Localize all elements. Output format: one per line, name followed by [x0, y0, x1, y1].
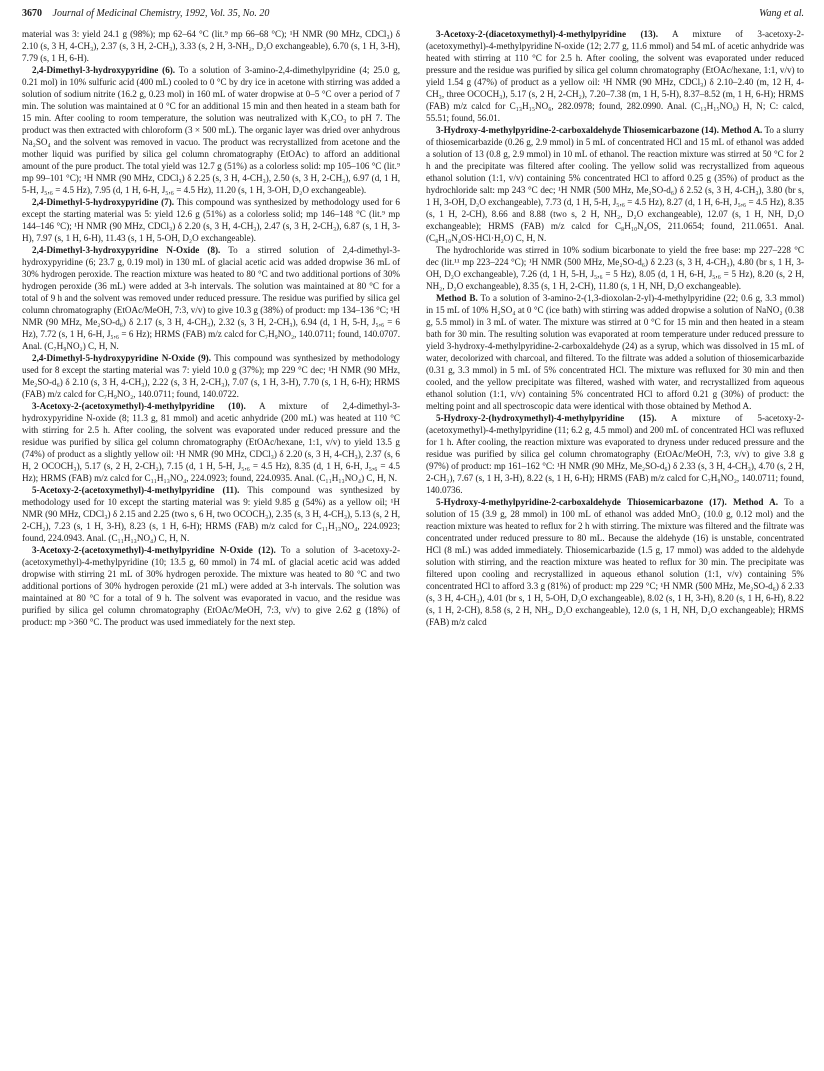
paragraph: [22, 244, 400, 352]
paragraph: [22, 352, 400, 400]
paragraph-heading: Method B.: [436, 293, 478, 303]
paragraph: [22, 484, 400, 544]
paragraph-text: To a solution of 3-amino-2,4-dimethylpyridine (4; 25.0 g, 0.21 mol) in 10% sulfuric acid (400 mL) cooled to 0 °C by dry ice in acetone with stirring was added a solution of sodium nitrite (16.2 g, 0.23 mol) in 160 mL of water dropwise at 0–5 °C over a period of 7 min. The solution was maintained at 0 °C for an additional 15 min and then heated in a steam bath for 15 min. After cooling to room temperature, the solution was neutralized with K₂CO₃ to pH 7. The product was then extracted with chloroform (3 × 500 mL). The organic layer was dried over anhydrous Na₂SO₄ and the solvent was removed in vacuo. The product was recrystallized from acetone and the mother liquid was purified by silica gel column chromatography (EtOAc) to afford an additional amount of the pure product. The total yield was 12.7 g (51%) as a colorless solid: mp 105–106 °C (lit.⁹ mp 99–101 °C); ¹H NMR (90 MHz, CDCl₃) δ 2.25 (s, 3 H, 4-CH₃), 2.50 (s, 3 H, 2-CH₃), 6.97 (d, 1 H, 5-H, J₅,₆ = 4.5 Hz), 7.95 (d, 1 H, 6-H, J₅,₆ = 4.5 Hz), 11.20 (s, 1 H, 3-OH, D₂O exchangeable).: [22, 65, 400, 195]
paragraph-heading: 2,4-Dimethyl-3-hydroxypyridine (6).: [32, 65, 176, 75]
paragraph-heading: 5-Hydroxy-4-methylpyridine-2-carboxaldehyde Thiosemicarbazone (17). Method A.: [436, 497, 779, 507]
page-number: 3670: [22, 8, 42, 19]
paragraph-heading: 3-Acetoxy-2-(diacetoxymethyl)-4-methylpyridine (13).: [436, 29, 658, 39]
right-column: [426, 28, 804, 628]
paragraph: [22, 400, 400, 484]
paragraph: [426, 496, 804, 628]
paragraph-text: This compound was synthesized by methodology used for 8 except the starting material was 7: yield 10.0 g (37%); mp 229 °C dec; ¹H NMR (90 MHz, Me₂SO-d₆) δ 2.10 (s, 3 H, 4-CH₃), 2.22 (s, 3 H, 2-CH₃), 7.07 (s, 1 H, 3-H), 7.70 (s, 1 H, 6-H); HRMS (FAB) m/z calcd for C₇H₉NO₂, 140.0711; found, 140.0722.: [22, 353, 400, 399]
journal-page: [22, 4, 804, 1064]
paragraph: [426, 412, 804, 496]
paragraph-text: A mixture of 2,4-dimethyl-3-hydroxypyridine N-oxide (8; 11.3 g, 81 mmol) and acetic anhydride (200 mL) was heated at 110 °C with stirring for 2.5 h. After cooling, the solvent was evaporated under reduced pressure and the residue was purified by silica gel column chromatography (EtOAc/hexane, 1:1, v/v) to yield 13.5 g (74%) of product as a slightly yellow oil: ¹H NMR (90 MHz, CDCl₃) δ 2.20 (s, 3 H, 4-CH₃), 2.37 (s, 6 H, 2 OCOCH₃), 5.17 (s, 2 H, 2-CH₂), 7.15 (d, 1 H, 5-H, J₅,₆ = 4.5 Hz), 8.35 (d, 1 H, 6-H, J₅,₆ = 4.5 Hz); HRMS (FAB) m/z calcd for C₁₁H₁₃NO₄, 224.0923; found, 224.0935. Anal. (C₁₁H₁₃NO₄) C, H, N.: [22, 401, 400, 483]
paragraph-heading: 2,4-Dimethyl-5-hydroxypyridine (7).: [32, 197, 175, 207]
paragraph-heading: 2,4-Dimethyl-5-hydroxypyridine N-Oxide (9).: [32, 353, 211, 363]
left-column: [22, 28, 400, 628]
paragraph: [22, 544, 400, 628]
paragraph: [22, 28, 400, 64]
paragraph-text: To a solution of 3-acetoxy-2-(acetoxymethyl)-4-methylpyridine (10; 13.5 g, 60 mmol) in 74 mL of glacial acetic acid was added dropwise with stirring 21 mL of 30% hydrogen peroxide. The mixture was heated to 80 °C and two additional portions of 30% hydrogen peroxide (21 mL) were added at 3-h intervals. The solution was maintained at 80 °C for a total of 9 h. The solvent was evaporated in vacuo, and the residue was purified by silica gel column chromatography (EtOAc/MeOH, 7:3, v/v) to give 2.62 g (18%) of product: mp >360 °C. The product was used immediately for the next step.: [22, 545, 400, 627]
paragraph-heading: 3-Hydroxy-4-methylpyridine-2-carboxaldehyde Thiosemicarbazone (14). Method A.: [436, 125, 763, 135]
paragraph: [426, 124, 804, 244]
running-header: [22, 4, 804, 24]
paragraph: [426, 244, 804, 292]
paragraph-heading: 5-Hydroxy-2-(hydroxymethyl)-4-methylpyridine (15).: [436, 413, 657, 423]
paragraph: [426, 292, 804, 412]
paragraph-heading: 3-Acetoxy-2-(acetoxymethyl)-4-methylpyridine N-Oxide (12).: [32, 545, 276, 555]
paragraph-text: To a solution of 3-amino-2-(1,3-dioxolan-2-yl)-4-methylpyridine (22; 0.6 g, 3.3 mmol) in 15 mL of 10% H₂SO₄ at 0 °C (ice bath) with stirring was added dropwise a solution of NaNO₂ (0.38 g, 5.5 mmol) in 3 mL of water. The mixture was stirred at 0 °C for 15 min and then heated in a steam bath for 30 min. The resulting solution was evaporated at room temperature under reduced pressure to yield 3-hydroxy-4-methylpyridine-2-carboxaldehyde (24) as a syrup, which was dissolved in 15 mL of water, decolorized with charcoal, and filtered. To the filtrate was added a solution of thiosemicarbazide (0.31 g, 3.3 mmol) in 5 mL of 5% concentrated HCl. The mixture was refluxed for 30 min and then cooled, and the yellow precipitate was filtered, washed with water, and recrystallized from aqueous ethanol solution (1:1, v/v) containing 5% concentrated HCl to afford 0.21 g (30%) of product: the melting point and all spectroscopic data were identical with those obtained by Method A.: [426, 293, 804, 411]
paragraph: [22, 196, 400, 244]
paragraph-text: material was 3: yield 24.1 g (98%); mp 62–64 °C (lit.⁹ mp 66–68 °C); ¹H NMR (90 MHz, CDCl₃) δ 2.10 (s, 3 H, 4-CH₃), 2.37 (s, 3 H, 2-CH₃), 3.33 (s, 2 H, 3-NH₂, D₂O exchangeable), 6.70 (s, 1 H, 3-H), 7.79 (s, 1 H, 6-H).: [22, 29, 400, 63]
paragraph: [426, 28, 804, 124]
paragraph-heading: 5-Acetoxy-2-(acetoxymethyl)-4-methylpyridine (11).: [32, 485, 240, 495]
paragraph-text: A mixture of 3-acetoxy-2-(acetoxymethyl)-4-methylpyridine N-oxide (12; 2.77 g, 11.6 mmol) and 54 mL of acetic anhydride was heated with stirring at 110 °C for 2.5 h. After cooling, the solvent was evaporated under reduced pressure and the residue was purified by silica gel column chromatography (EtOAc/hexane, 1:1, v/v) to yield 1.54 g (47%) of product as a yellow oil: ¹H NMR (90 MHz, CDCl₃) δ 2.10–2.40 (m, 12 H, 4-CH₃, three OCOCH₃), 5.17 (s, 2 H, 2-CH₂), 7.20–7.38 (m, 1 H, 5-H), 8.37–8.52 (m, 1 H, 6-H); HRMS (FAB) m/z calcd for C₁₃H₁₅NO₆, 282.0978; found, 282.0990. Anal. (C₁₃H₁₅NO₆) H, N; C: calcd, 55.51; found, 56.01.: [426, 29, 804, 123]
header-authors: Wang et al.: [759, 8, 804, 19]
paragraph-text: This compound was synthesized by methodology used for 10 except the starting material was 9: yield 9.85 g (54%) as a yellow oil; ¹H NMR (90 MHz, CDCl₃) δ 2.15 and 2.25 (two s, 6 H, two OCOCH₃), 2.35 (s, 3 H, 4-CH₃), 5.13 (s, 2 H, 2-CH₂), 7.23 (s, 1 H, 3-H), 8.23 (s, 1 H, 6-H); HRMS (FAB) m/z calcd for C₁₁H₁₃NO₄, 224.0923; found, 224.0943. Anal. (C₁₁H₁₃NO₄) C, H, N.: [22, 485, 400, 543]
paragraph-text: To a stirred solution of 2,4-dimethyl-3-hydroxypyridine (6; 23.7 g, 0.19 mol) in 130 mL of glacial acetic acid was added dropwise 36 mL of 30% hydrogen peroxide. The reaction mixture was heated to 80 °C and two additional portions of 30% hydrogen peroxide (36 mL) were added at 3-h intervals. The solution was maintained at 80 °C for a total of 9 h and the solvent was removed under reduced pressure. The residue was purified by silica gel column chromatography (EtOAc/MeOH, 7:3, v/v) to give 10.3 g (38%) of product: mp 134–136 °C; ¹H NMR (90 MHz, Me₂SO-d₆) δ 2.17 (s, 3 H, 4-CH₃), 2.32 (s, 3 H, 2-CH₃), 6.94 (d, 1 H, 5-H, J₅,₆ = 6 Hz), 7.72 (s, 1 H, 6-H, J₅,₆ = 6 Hz); HRMS (FAB) m/z calcd for C₇H₉NO₂, 140.0711; found, 140.0707. Anal. (C₇H₉NO₂) C, H, N.: [22, 245, 400, 351]
paragraph-text: To a slurry of thiosemicarbazide (0.26 g, 2.9 mmol) in 5 mL of concentrated HCl and 15 mL of ethanol was added a solution of 13 (0.8 g, 2.9 mmol) in 10 mL of ethanol. The reaction mixture was stirred at 50 °C for 2 h and the precipitate was filtered after cooling. The yellow solid was recrystallized from aqueous ethanol solution (1:1, v/v) containing 5% concentrated HCl to afford 0.25 g (35%) of product as the hydrochloride salt: mp 243 °C dec; ¹H NMR (500 MHz, Me₂SO-d₆) δ 2.52 (s, 3 H, 4-CH₃), 3.80 (br s, 1 H, 3-OH, D₂O exchangeable), 7.73 (d, 1 H, 5-H, J₅,₆ = 4.5 Hz), 8.27 (d, 1 H, 6-H, J₅,₆ = 4.5 Hz), 8.35 (s, 1 H, 2-CH), 8.66 and 8.88 (two s, 2 H, NH₂, D₂O exchangeable), 12.07 (s, 1 H, NH, D₂O exchangeable); HRMS (FAB) m/z calcd for C₈H₁₀N₄OS, 211.0654; found, 211.0651. Anal. (C₈H₁₀N₄OS·HCl·H₂O) C, H, N.: [426, 125, 804, 243]
header-left: [22, 8, 269, 19]
paragraph-text: A mixture of 5-acetoxy-2-(acetoxymethyl)-4-methylpyridine (11; 6.2 g, 4.5 mmol) and 200 mL of concentrated HCl was refluxed for 1 h. After cooling, the reaction mixture was evaporated to dryness under reduced pressure and the residue was purified by silica gel column chromatography (EtOAc/MeOH, 7:3, v/v) to give 3.8 g (97%) of product: mp 161–162 °C: ¹H NMR (90 MHz, Me₂SO-d₆) δ 2.33 (s, 3 H, 4-CH₃), 4.70 (s, 2 H, 2-CH₂), 7.67 (s, 1 H, 3-H), 8.22 (s, 1 H, 6-H); HRMS (FAB) m/z calcd for C₇H₉NO₂, 140.0711; found, 140.0736.: [426, 413, 805, 495]
paragraph-heading: 2,4-Dimethyl-3-hydroxypyridine N-Oxide (8).: [32, 245, 221, 255]
paragraph-text: This compound was synthesized by methodology used for 6 except the starting material was 5: yield 12.6 g (51%) as a colorless solid; mp 146–148 °C (lit.⁹ mp 144–146 °C); ¹H NMR (90 MHz, CDCl₃) δ 2.20 (s, 3 H, 4-CH₃), 2.47 (s, 3 H, 2-CH₃), 6.87 (s, 1 H, 3-H), 7.97 (s, 1 H, 6-H), 11.43 (s, 1 H, 5-OH, D₂O exchangeable).: [22, 197, 400, 243]
paragraph-text: To a solution of 15 (3.9 g, 28 mmol) in 100 mL of ethanol was added MnO₂ (10.0 g, 0.12 mol) and the reaction mixture was heated to reflux for 2 h with stirring. The mixture was filtered and the filtrate was concentrated under reduced pressure to 80 mL. Because the aldehyde (16) is unstable, concentrated HCl (8 mL) was added immediately. Thiosemicarbazide (1.5 g, 17 mmol) was added to the aldehyde solution with stirring, and the reaction mixture was heated to reflux for 30 min. The precipitate was filtered upon cooling and recrystallized in aqueous ethanol solution (1:1, v/v) containing 5% concentrated HCl to afford 3.3 g (81%) of product: mp 229 °C; ¹H NMR (500 MHz, Me₂SO-d₆) δ 2.33 (s, 3 H, 4-CH₃), 4.01 (br s, 1 H, 5-OH, D₂O exchangeable), 8.02 (s, 1 H, 3-H), 8.20 (s, 1 H, 6-H), 8.22 (s, 1 H, 2-CH), 8.58 (s, 2 H, NH₂, D₂O exchangeable), 12.0 (s, 1 H, NH, D₂O exchangeable); HRMS (FAB) m/z calcd: [426, 497, 804, 627]
journal-citation: Journal of Medicinal Chemistry, 1992, Vol. 35, No. 20: [52, 8, 270, 19]
paragraph-heading: 3-Acetoxy-2-(acetoxymethyl)-4-methylpyridine (10).: [32, 401, 246, 411]
paragraph-text: The hydrochloride was stirred in 10% sodium bicarbonate to yield the free base: mp 227–228 °C dec (lit.¹¹ mp 223–224 °C); ¹H NMR (500 MHz, Me₂SO-d₆) δ 2.23 (s, 3 H, 4-CH₃), 4.80 (br s, 1 H, 3-OH, D₂O exchangeable), 7.26 (d, 1 H, 5-H, J₅,₆ = 5 Hz), 8.05 (d, 1 H, 6-H, J₅,₆ = 5 Hz), 8.20 (s, 2 H, NH₂, D₂O exchangeable), 8.35 (s, 1 H, 2-CH), 11.80 (s, 1 H, NH, D₂O exchangeable).: [426, 245, 804, 291]
text-columns: [22, 28, 804, 628]
paragraph: [22, 64, 400, 196]
